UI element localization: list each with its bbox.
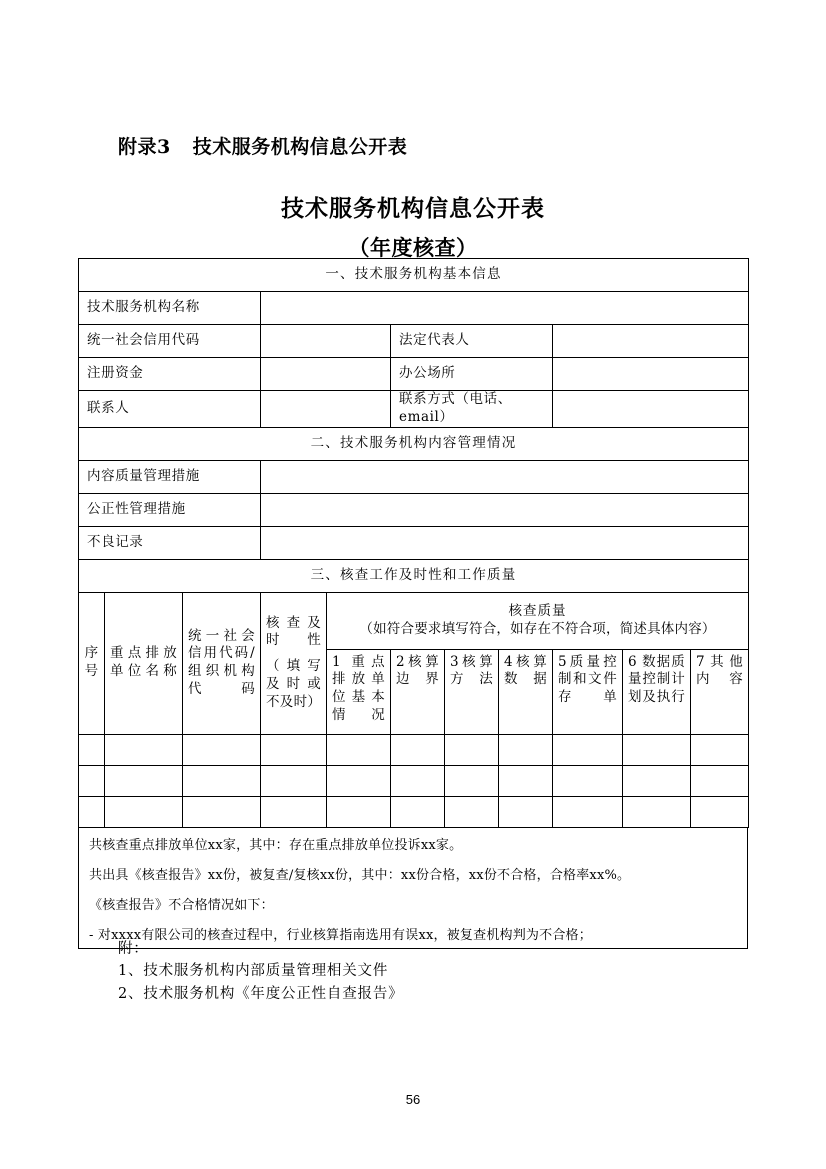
section-three-heading: 三、核查工作及时性和工作质量 [79, 559, 749, 592]
field-label-legal-rep: 法定代表人 [391, 325, 553, 358]
attachments-label: 附： [118, 941, 149, 957]
cell-q2[interactable] [391, 734, 445, 765]
cell-q4[interactable] [499, 734, 553, 765]
cell-seq[interactable] [79, 765, 105, 796]
cell-q7[interactable] [691, 796, 749, 827]
cell-q7[interactable] [691, 734, 749, 765]
cell-seq[interactable] [79, 796, 105, 827]
document-title: 技术服务机构信息公开表 [281, 195, 545, 222]
cell-q1[interactable] [327, 734, 391, 765]
appendix-title: 技术服务机构信息公开表 [192, 136, 408, 158]
cell-seq[interactable] [79, 734, 105, 765]
section-three-heading-row [79, 559, 749, 592]
col-header-q1: 1 重点排放单位基本情况 [327, 649, 391, 734]
col-header-unit-name: 重点排放单位名称 [105, 592, 183, 734]
cell-q5[interactable] [553, 765, 623, 796]
field-label-contact-method: 联系方式（电话、email） [391, 391, 553, 428]
table-row [79, 391, 749, 428]
field-value-impartiality[interactable] [261, 493, 749, 526]
field-label-registered-capital: 注册资金 [79, 358, 261, 391]
form-table [78, 258, 749, 828]
col-header-q7: 7其他内容 [691, 649, 749, 734]
field-value-office-location[interactable] [553, 358, 749, 391]
information-disclosure-form [78, 258, 748, 949]
cell-q1[interactable] [327, 765, 391, 796]
cell-q2[interactable] [391, 765, 445, 796]
summary-line-1: 共核查重点排放单位xx家，其中：存在重点排放单位投诉xx家。 [89, 837, 463, 853]
col-header-quality-group [327, 592, 749, 649]
cell-timeliness[interactable] [261, 765, 327, 796]
section-three-header-row-1 [79, 592, 749, 649]
page-number: 56 [405, 1092, 421, 1107]
cell-unit-name[interactable] [105, 734, 183, 765]
table-row [79, 460, 749, 493]
field-label-content-quality: 内容质量管理措施 [79, 460, 261, 493]
field-value-bad-record[interactable] [261, 526, 749, 559]
field-value-legal-rep[interactable] [553, 325, 749, 358]
appendix-heading [118, 132, 407, 159]
cell-credit-code[interactable] [183, 765, 261, 796]
field-label-office-location: 办公场所 [391, 358, 553, 391]
quality-group-title: 核查质量 [508, 602, 567, 619]
col-header-timeliness: 核查及时性 （填写及时或不及时） [261, 592, 327, 734]
field-value-content-quality[interactable] [261, 460, 749, 493]
table-row [79, 734, 749, 765]
field-label-credit-code: 统一社会信用代码 [79, 325, 261, 358]
cell-q4[interactable] [499, 796, 553, 827]
attachments-block [118, 938, 403, 1005]
col-header-credit-code: 统一社会信用代码/组织机构代码 [183, 592, 261, 734]
attachment-item-1: 1、技术服务机构内部质量管理相关文件 [118, 963, 389, 980]
field-value-contact-person[interactable] [261, 391, 391, 428]
cell-unit-name[interactable] [105, 765, 183, 796]
cell-q6[interactable] [623, 765, 691, 796]
cell-timeliness[interactable] [261, 796, 327, 827]
section-one-heading: 一、技术服务机构基本信息 [79, 259, 749, 292]
summary-block [78, 828, 748, 949]
cell-q3[interactable] [445, 734, 499, 765]
summary-line-2: 共出具《核查报告》xx份，被复查/复核xx份，其中：xx份合格，xx份不合格，合格率xx%。 [89, 867, 631, 883]
table-row [79, 765, 749, 796]
cell-credit-code[interactable] [183, 734, 261, 765]
col-header-seq: 序号 [79, 592, 105, 734]
cell-unit-name[interactable] [105, 796, 183, 827]
field-label-contact-person: 联系人 [79, 391, 261, 428]
col-header-q4: 4核算数据 [499, 649, 553, 734]
table-row [79, 358, 749, 391]
section-one-heading-row [79, 259, 749, 292]
cell-q3[interactable] [445, 765, 499, 796]
table-row [79, 493, 749, 526]
field-label-bad-record: 不良记录 [79, 526, 261, 559]
cell-q6[interactable] [623, 734, 691, 765]
appendix-label: 附录3 [118, 136, 171, 158]
document-subtitle: （年度核查） [348, 235, 478, 260]
table-row [79, 325, 749, 358]
field-value-credit-code[interactable] [261, 325, 391, 358]
cell-q3[interactable] [445, 796, 499, 827]
cell-q5[interactable] [553, 796, 623, 827]
col-header-q5: 5质量控制和文件存单 [553, 649, 623, 734]
cell-q6[interactable] [623, 796, 691, 827]
col-header-q6: 6 数据质量控制计划及执行 [623, 649, 691, 734]
cell-q5[interactable] [553, 734, 623, 765]
col-header-q2: 2核算边界 [391, 649, 445, 734]
summary-line-3: 《核查报告》不合格情况如下： [89, 897, 274, 913]
table-row [79, 796, 749, 827]
cell-timeliness[interactable] [261, 734, 327, 765]
attachment-item-2: 2、技术服务机构《年度公正性自查报告》 [118, 985, 404, 1002]
col-header-q3: 3核算方法 [445, 649, 499, 734]
cell-q1[interactable] [327, 796, 391, 827]
cell-q7[interactable] [691, 765, 749, 796]
cell-credit-code[interactable] [183, 796, 261, 827]
section-two-heading: 二、技术服务机构内容管理情况 [79, 427, 749, 460]
quality-group-note: （如符合要求填写符合，如存在不符合项，简述具体内容） [359, 620, 716, 637]
cell-q4[interactable] [499, 765, 553, 796]
summary-line-4: - 对xxxx有限公司的核查过程中，行业核算指南选用有误xx，被复查机构判为不合格； [89, 927, 592, 943]
field-value-org-name[interactable] [261, 292, 749, 325]
field-value-registered-capital[interactable] [261, 358, 391, 391]
cell-q2[interactable] [391, 796, 445, 827]
field-value-contact-method[interactable] [553, 391, 749, 428]
field-label-impartiality: 公正性管理措施 [79, 493, 261, 526]
table-row [79, 526, 749, 559]
section-two-heading-row [79, 427, 749, 460]
table-row [79, 292, 749, 325]
field-label-org-name: 技术服务机构名称 [79, 292, 261, 325]
